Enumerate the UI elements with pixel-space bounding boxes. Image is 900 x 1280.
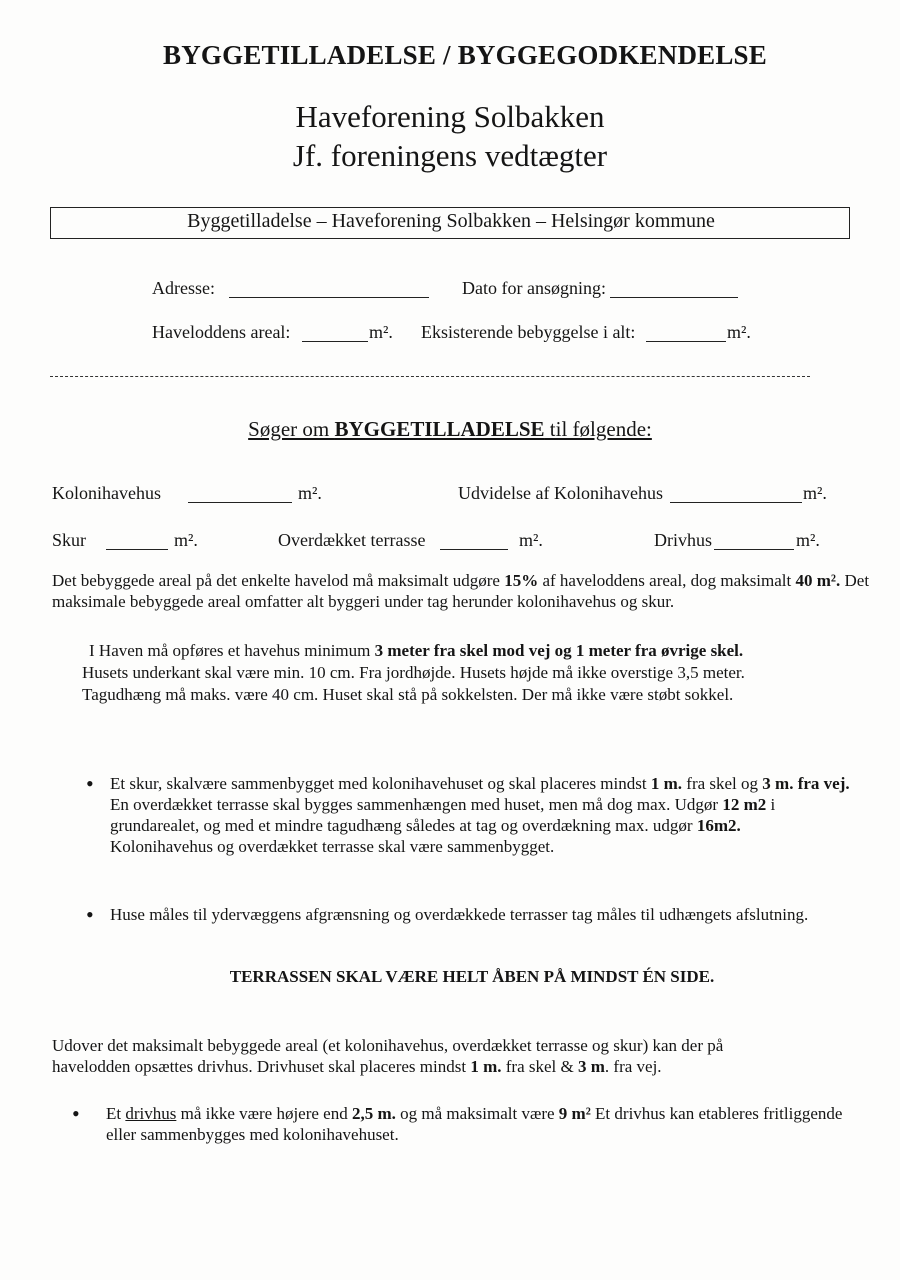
greenhouse-label: Drivhus <box>654 530 712 550</box>
colonial-house-field[interactable] <box>188 486 292 503</box>
paragraph-max-area: Det bebyggede areal på det enkelte havelod må maksimalt udgøre 15% af haveloddens areal, dog maksimalt 40 m². Det maksimale bebyggede areal omfatter alt byggeri under tag herunder kolonihavehus og skur. <box>52 571 870 611</box>
box-title: Byggetilladelse – Haveforening Solbakken – Helsingør kommune <box>187 210 715 232</box>
shed-label: Skur <box>52 530 87 550</box>
paragraph-house-placement: I Haven må opføres et havehus minimum 3 meter fra skel mod vej og 1 meter fra øvrige skel. <box>89 641 744 660</box>
existing-label: Eksisterende bebyggelse i alt: <box>421 322 636 342</box>
colonial-house-label: Kolonihavehus <box>52 483 161 503</box>
terrace-label: Overdækket terrasse <box>278 530 426 550</box>
colonial-house-unit: m². <box>298 483 322 503</box>
terrace-field[interactable] <box>440 533 508 550</box>
greenhouse-unit: m². <box>796 530 820 550</box>
section-heading: Søger om BYGGETILLADELSE til følgende: <box>248 417 652 441</box>
shed-unit: m². <box>174 530 198 550</box>
plot-area-label: Haveloddens areal: <box>152 322 291 342</box>
address-label: Adresse: <box>152 278 215 298</box>
plot-area-field[interactable] <box>302 325 368 342</box>
bullet-dot: • <box>86 771 94 796</box>
paragraph-house-height: Husets underkant skal være min. 10 cm. Fra jordhøjde. Husets højde må ikke overstige 3,5 meter. <box>82 663 745 682</box>
extension-unit: m². <box>803 483 827 503</box>
bullet-measurement: Huse måles til ydervæggens afgrænsning og overdækkede terrasser tag måles til udhængets afslutning. <box>110 905 809 924</box>
address-field[interactable] <box>229 281 429 298</box>
bullet-dot: • <box>86 902 94 927</box>
date-label: Dato for ansøgning: <box>462 278 606 298</box>
greenhouse-field[interactable] <box>714 533 794 550</box>
existing-field[interactable] <box>646 325 726 342</box>
extension-field[interactable] <box>670 486 802 503</box>
bullet-shed-terrace: Et skur, skalvære sammenbygget med kolonihavehuset og skal placeres mindst 1 m. fra skel og 3 m. fra vej. En overdækket terrasse skal bygges sammenhængen med huset, men må dog max. Udgør 12 m2 i grundarealet, og med et mindre tagudhæng således at tag og overdækning max. udgør 16m2. Kolonihavehus og overdækket terrasse skal være sammenbygget. <box>110 774 850 856</box>
date-field[interactable] <box>610 281 738 298</box>
dashed-divider <box>50 376 810 377</box>
shed-field[interactable] <box>106 533 168 550</box>
association-name: Haveforening Solbakken <box>295 99 605 134</box>
existing-unit: m². <box>727 322 751 342</box>
paragraph-roof-overhang: Tagudhæng må maks. være 40 cm. Huset skal stå på sokkelsten. Der må ikke være støbt sokkel. <box>82 685 734 704</box>
plot-area-unit: m². <box>369 322 393 342</box>
terrace-open-notice: TERRASSEN SKAL VÆRE HELT ÅBEN PÅ MINDST ÉN SIDE. <box>229 967 715 986</box>
bylaws-reference: Jf. foreningens vedtægter <box>292 138 608 173</box>
bullet-dot: • <box>72 1101 80 1126</box>
paragraph-greenhouse: Udover det maksimalt bebyggede areal (et kolonihavehus, overdækket terrasse og skur) kan der på havelodden opsættes drivhus. Drivhuset skal placeres mindst 1 m. fra skel & 3 m. fra vej. <box>52 1036 724 1076</box>
document-title: BYGGETILLADELSE / BYGGEGODKENDELSE <box>163 40 767 70</box>
terrace-unit: m². <box>519 530 543 550</box>
extension-label: Udvidelse af Kolonihavehus <box>458 483 663 503</box>
bullet-greenhouse: Et drivhus må ikke være højere end 2,5 m. og må maksimalt være 9 m² Et drivhus kan etableres fritliggende eller sammenbygges med kolonihavehuset. <box>106 1104 843 1144</box>
